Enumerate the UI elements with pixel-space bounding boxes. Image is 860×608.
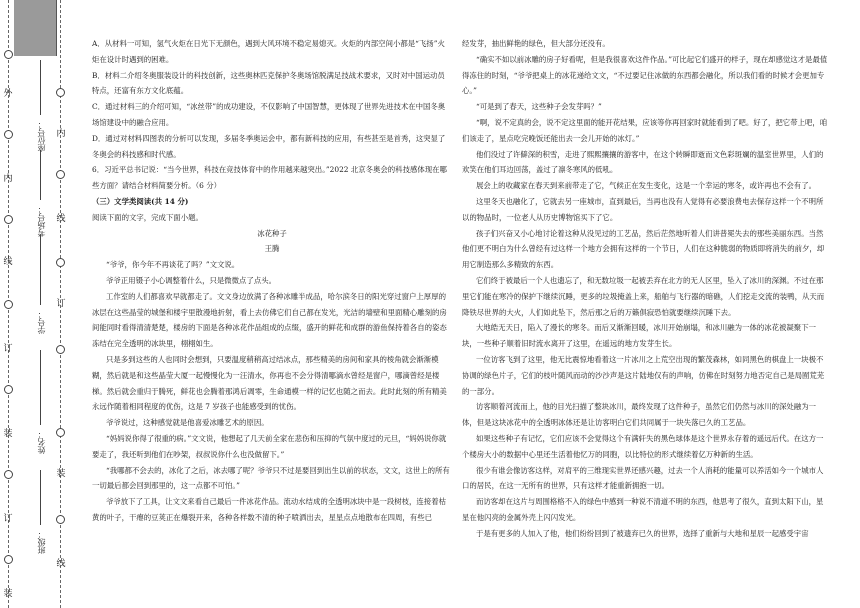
story-paragraph: 工作室的人们都喜欢早就都走了。文文身边放满了各种冰雕半成品，哈尔滨冬日的阳光穿过窗户上厚厚的冰层在这些晶莹的城堡和楼宇里散漫地折射，看上去仿佛它们自己都在发光，光洁的墙壁和里面精心雕刻的房间能同时看得清清楚楚，楼房的下面是各种冰花作品组成的点缀，盛开的鲜花和成群的游鱼保持着各自的姿态冻结在完全透明的冰块里，栩栩如生。 <box>92 291 447 349</box>
story-paragraph: 孩子们兴奋又小心地讨论着这种从没见过的工艺品，然后茫然地听着人们讲普冕失去的那些美丽东西。当然他们更不明白为什么曾经有过这样一个地方会拥有这样的一个节日，人们在这种脆弱的物质即将消失的前夕，却用它制造那么多精致的东西。 <box>462 228 825 270</box>
seat-number-line <box>40 60 41 115</box>
story-author: 王腾 <box>264 244 280 254</box>
binding-hole <box>4 215 13 224</box>
binding-hole <box>56 515 65 524</box>
story-paragraph: 只是多到这些的人也同时会想到，只要温度稍稍高过结冰点，那些精美的房间和家具的棱角就会渐渐模糊，然后就是和这些晶莹大厦一起慢慢化为一汪清水，你再也不会分得清哪滴水曾经是窗户，哪滴曾经是楼梯。然后就会重归于腾死，鲜花也会腾着那鸿后凋零，生命通模一样的记忆也随之而去。此时此刻的所有精美永远作随着相同程度的优伤，这是 7 岁孩子也能感受到的忧伤。 <box>92 354 447 412</box>
story-paragraph: “妈妈说你得了很重的病。”文文说，他想起了几天前全家在悲伤和压抑的气氛中度过的元旦，“妈妈说你就要走了，我还听到他们在吵架，叔叔说你什么也没做留下。” <box>92 433 447 459</box>
option-a: A．从材料一可知，氢气火炬在日光下无颜色，遇到大风环境不稳定易熄灭。火炬的内部空间小都是“飞扬”火炬在设计时遇到的困难。 <box>92 39 445 64</box>
section-heading: （三）文学类阅读(共 14 分) <box>92 196 189 206</box>
story-paragraph: 大地皓无天日，陷入了漫长的寒冬。而后又渐渐回暖，冰川开始崩塌，和冰川融为一体的冰花被凝聚下一块，一些种子顺着旧时流水离开了这里，在遥远的地方发芽生长。 <box>462 323 816 349</box>
story-paragraph: 他们没过了许僻深的积雪，走进了熙熙攘攘的游客中，在这个转瞬即逝而文色彩斑斓的温室世界里，人们的欢笑在他们耳边回荡，盖过了凛冬寒风的低吼。 <box>462 149 824 175</box>
story-paragraph: 经发芽，抽出鲜艳的绿色，但大部分还没有。 <box>462 39 610 48</box>
side-mark: 装 <box>3 429 13 439</box>
side-mark: 订 <box>3 344 13 354</box>
story-title: 冰花种子 <box>257 228 287 238</box>
question-6: 6．习近平总书记说：“当今世界，科技在竞技体育中的作用越来越突出。”2022 北京冬奥会的科技感体现在哪些方面？请结合材料简要分析。（6 分） <box>92 165 447 191</box>
story-paragraph: 爷爷正用镊子小心调整着什么，只是微微点了点头。 <box>106 275 276 285</box>
story-paragraph: 访客顺着河流而上，他的目光扫描了整块冰川，最终发现了这件种子，虽然它们仍然与冰川的深处融为一体，但是这块冰花中的全透明冰体还是让访客明白它们共同属于一块失落已久的工艺品。 <box>462 402 816 428</box>
exam-room-line <box>40 150 41 200</box>
story-paragraph: 它们终于被最后一个人也遗忘了，和无数垃圾一起被丢弃在北方的无人区里，坠入了冰川的深渊。不过在那里它们能在寒冷的保护下继续沉睡，更多的垃圾掩盖上来，船舶与飞行器的暗礁，人们挖走交流的装鸭，从天而降铁尽世界的大火，人们如此坠下，然后那之后的万籁俱寂恐怕就要继续沉睡下去。 <box>462 275 825 317</box>
binding-hole <box>56 428 65 437</box>
story-paragraph: 一位访客飞到了这里，他无比震惊地看着这一片冰川之上荒空出现的繁茂森林，如同黑色的棋盘上一块极不协调的绿色片子，它们的枝叶随风而动的沙沙声是这片陆地仅有的声响，仿佛在时刻努力地否定自己是局囿荒芜的一部分。 <box>462 354 825 396</box>
story-paragraph: “爷爷，你今年不再谈花了吗？”文文说。 <box>106 260 240 270</box>
story-paragraph: 如果这些种子有记忆，它们应该不会觉得这个有满轩失的黑色球体是这个世界永存着的遥远后代。在这方一个楼房大小的数据中心里还生活着他忆万的同胞，以比特位的形式继续着亿万种新的生活。 <box>462 433 824 459</box>
exam-room-label: 考场号： <box>37 205 46 237</box>
side-mark: 订 <box>56 299 66 309</box>
student-id-line <box>40 235 41 305</box>
binding-hole <box>4 385 13 394</box>
left-column <box>92 36 452 526</box>
right-column <box>462 36 830 542</box>
name-line <box>40 350 41 425</box>
seat-number-label: 座位号： <box>37 120 46 152</box>
story-paragraph: 爷爷说过，这种感觉就是他喜爱冰雕艺术的原因。 <box>106 418 269 428</box>
side-mark: 内 <box>56 129 66 139</box>
binding-gray-box <box>14 0 57 56</box>
binding-hole <box>4 300 13 309</box>
story-paragraph: 展会上的收藏家在春天到来前带走了它，气候正在发生变化，这是一个幸运的寒冬，或许再也不会有了。 <box>476 181 816 191</box>
student-id-label: 学号： <box>37 310 46 334</box>
class-line <box>40 470 41 525</box>
binding-hole <box>56 88 65 97</box>
story-paragraph: 爷爷放下了工具，让文文来看自己最后一件冰花作品。流动水结成的全透明冰块中是一段树枝，连接着枯黄的叶子，干瘪的豆荚正在爆裂开来，各种各样数不清的种子喷洒出去，星星点点地散布在四周，有些已 <box>92 497 446 522</box>
story-paragraph: 于是有更多的人加入了他，他们纷纷回到了被遗弃已久的世界，选择了重新与大地和星辰一起感受宇宙 <box>476 528 809 538</box>
story-paragraph: 很少有谁会像访客这样，对肩平的三维现实世界还感兴趣，过去一个人消耗的能量可以养活如今一个城市人口的居民，在这一无所有的世界，只有这样才能重新拥抱一切。 <box>462 465 824 491</box>
side-mark: 内 <box>3 174 13 184</box>
fold-mark-ding: 订 <box>3 514 13 524</box>
name-label: 姓名： <box>37 430 46 454</box>
story-paragraph: “啊，说不定真的会，说不定这里面的能开花结果，应该等你再回家时就能看到了吧。好了，把它带上吧，咱们该走了，星点吃完晚饭还能出去一会儿开始的冰灯。” <box>462 117 828 143</box>
binding-strip <box>0 0 86 608</box>
option-c: C．通过材料三的介绍可知，“冰丝带”的成功建设，不仅影响了中国智慧，更体现了世界先进技术在中国冬奥场馆建设中的融合应用。 <box>92 102 446 127</box>
option-b: B．材料二介绍冬奥服装设计的科技创新，这些奥林匹克保护冬奥场馆脱满足技战术要求，又时对中国运动员特点，还富有东方文化底蕴。 <box>92 70 445 96</box>
option-d: D．通过对材料四图表的分析可以发现，多届冬季奥运会中，都有新科技的应用，有些甚至是首秀，这突显了冬奥会的科技感和时代感。 <box>92 133 446 159</box>
story-paragraph: “确实不如以前冰雕的房子好看呢，但是我很喜欢这件作品。”可比起它们盛开的样子，现在却感觉这才是最值得冻住的时刻，“爷爷把桌上的冰花递给文文，“不过要记住冰做的东西都会融化，所以我们看的时候才会更加专心。” <box>462 54 828 96</box>
fold-mark-zhuang: 装 <box>3 589 13 599</box>
binding-hole <box>4 555 13 564</box>
side-mark: 线 <box>56 214 66 224</box>
story-paragraph: “可是到了春天，这些种子会发芽吗？” <box>476 102 602 112</box>
side-mark: 外 <box>3 89 13 99</box>
reading-instruction: 阅读下面的文字，完成下面小题。 <box>92 212 203 222</box>
story-paragraph: “我哪都不会去的，冰化了之后，冰去哪了呢？爷爷只不过是要回到出生以前的状态，文文，这世上的所有一切最后都会回到那里的，这一点都不可怕。” <box>92 465 450 491</box>
fold-mark-line: 线 <box>56 559 66 569</box>
binding-hole <box>4 470 13 479</box>
binding-hole <box>56 258 65 267</box>
binding-hole <box>4 50 13 59</box>
class-label: 班级： <box>37 530 46 554</box>
story-paragraph: 这里冬天也融化了，它就去另一座城市，直到最后，当再也没有人觉得有必要浪费电去保存这样一个不明所以的物品时，一位老人从历史博物馆买下了它。 <box>462 196 824 222</box>
binding-hole <box>4 130 13 139</box>
binding-hole <box>56 170 65 179</box>
binding-hole <box>56 345 65 354</box>
side-mark: 线 <box>3 257 13 267</box>
side-mark: 装 <box>56 469 66 479</box>
story-paragraph: 而访客却在这片与周围格格不入的绿色中感到一种说不清道不明的东西，他思考了很久，直到太阳下山，星星在他闪亮的金属外壳上闪闪发光。 <box>462 497 824 522</box>
